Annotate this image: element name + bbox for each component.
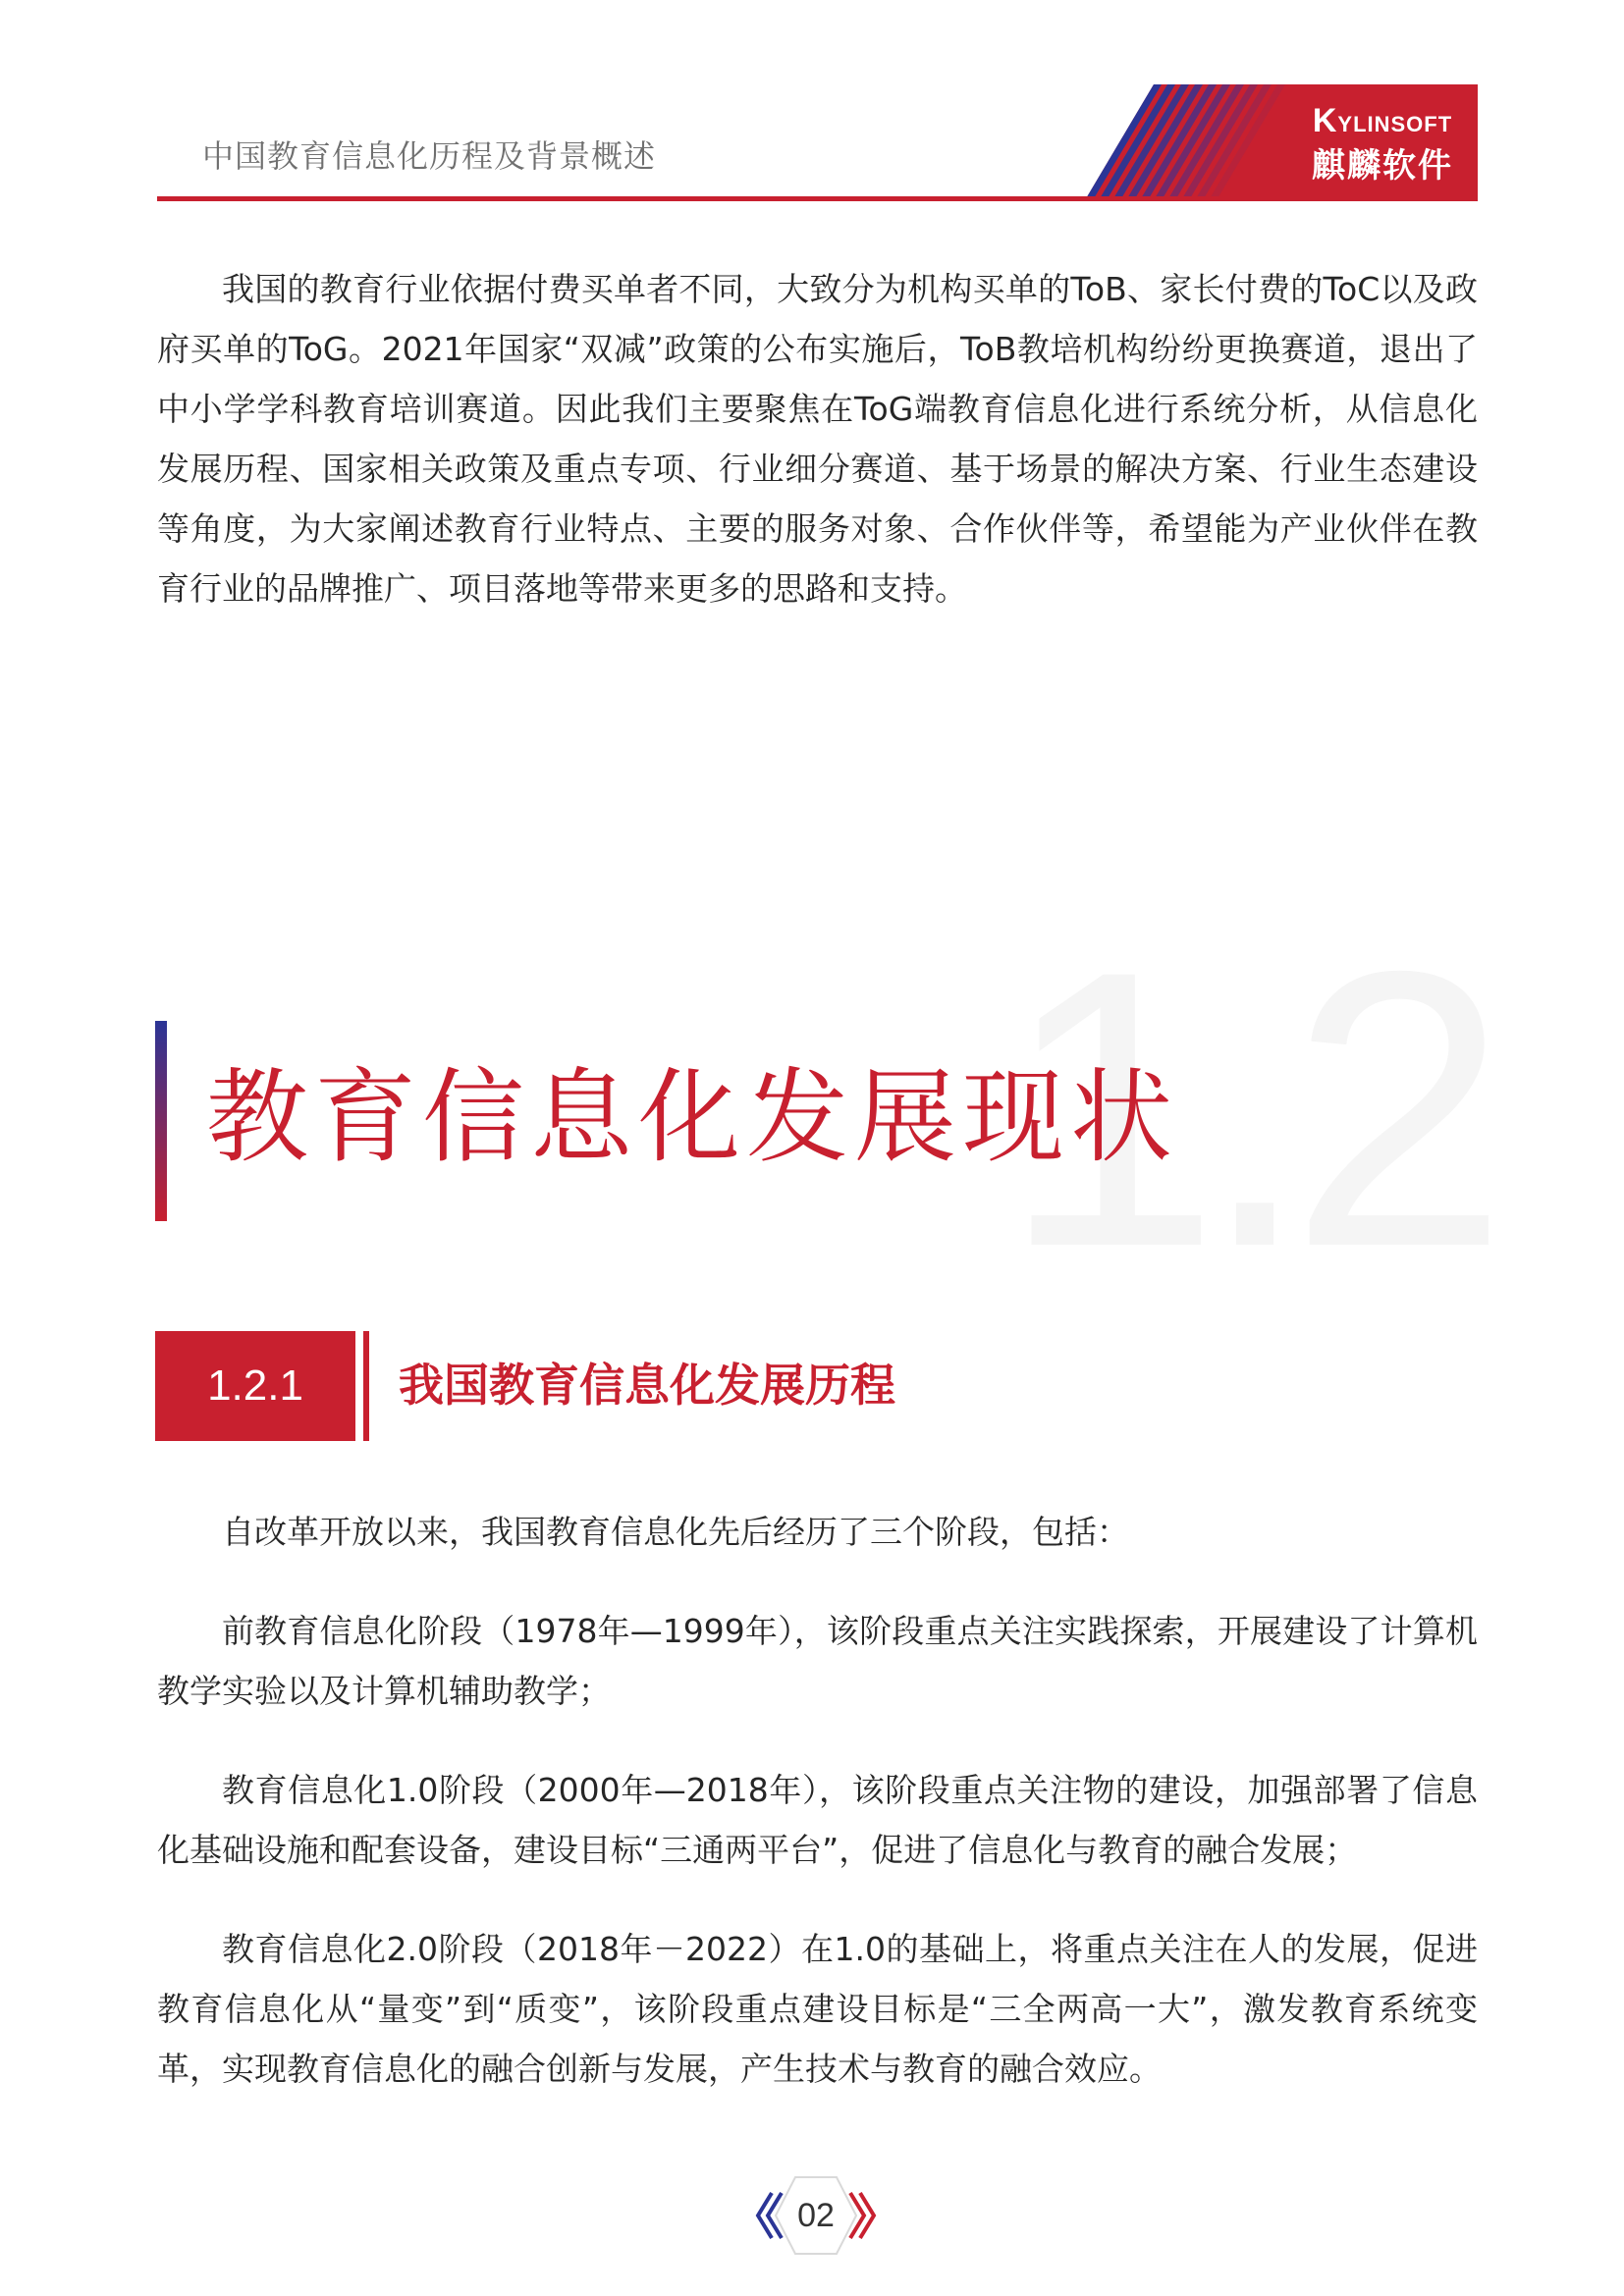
logo-english-name: KYLINSOFT (1312, 102, 1453, 139)
kylinsoft-logo (1294, 102, 1471, 187)
subsection-number: 1.2.1 (155, 1331, 355, 1441)
intro-paragraph: 我国的教育行业依据付费买单者不同，大致分为机构买单的ToB、家长付费的ToC以及政府买单的ToG。2021年国家“双减”政策的公布实施后，ToB教培机构纷纷更换赛道，退出了中小学学科教育培训赛道。因此我们主要聚焦在ToG端教育信息化进行系统分析，从信息化发展历程、国家相关政策及重点专项、行业细分赛道、基于场景的解决方案、行业生态建设等角度，为大家阐述教育行业特点、主要的服务对象、合作伙伴等，希望能为产业伙伴在教育行业的品牌推广、项目落地等带来更多的思路和支持。 (157, 270, 1478, 608)
body-paragraph: 教育信息化1.0阶段（2000年—2018年），该阶段重点关注物的建设，加强部署了信息化基础设施和配套设备，建设目标“三通两平台”，促进了信息化与教育的融合发展； (157, 1771, 1478, 1869)
intro-section (157, 259, 1478, 618)
section-title: 教育信息化发展现状 (206, 1057, 1179, 1177)
section-accent-bar (155, 1021, 167, 1221)
logo-chinese-name: 麒麟软件 (1312, 146, 1453, 186)
subsection-title: 我国教育信息化发展历程 (399, 1359, 895, 1412)
subsection-accent-bar (363, 1331, 369, 1441)
running-header-title: 中国教育信息化历程及背景概述 (202, 137, 657, 175)
section-number-watermark: 1.2 (1001, 889, 1489, 1328)
header-divider-line (157, 196, 1478, 201)
page-number-badge (752, 2171, 880, 2260)
body-paragraph: 教育信息化2.0阶段（2018年－2022）在1.0的基础上，将重点关注在人的发展，促进教育信息化从“量变”到“质变”，该阶段重点建设目标是“三全两高一大”，激发教育系统变革，实现教育信息化的融合创新与发展，产生技术与教育的融合效应。 (157, 1930, 1478, 2088)
body-text (157, 1502, 1478, 2138)
body-paragraph: 前教育信息化阶段（1978年—1999年），该阶段重点关注实践探索，开展建设了计算机教学实验以及计算机辅助教学； (157, 1612, 1478, 1710)
page-number: 02 (797, 2197, 835, 2234)
body-paragraph: 自改革开放以来，我国教育信息化先后经历了三个阶段，包括： (222, 1513, 1129, 1551)
